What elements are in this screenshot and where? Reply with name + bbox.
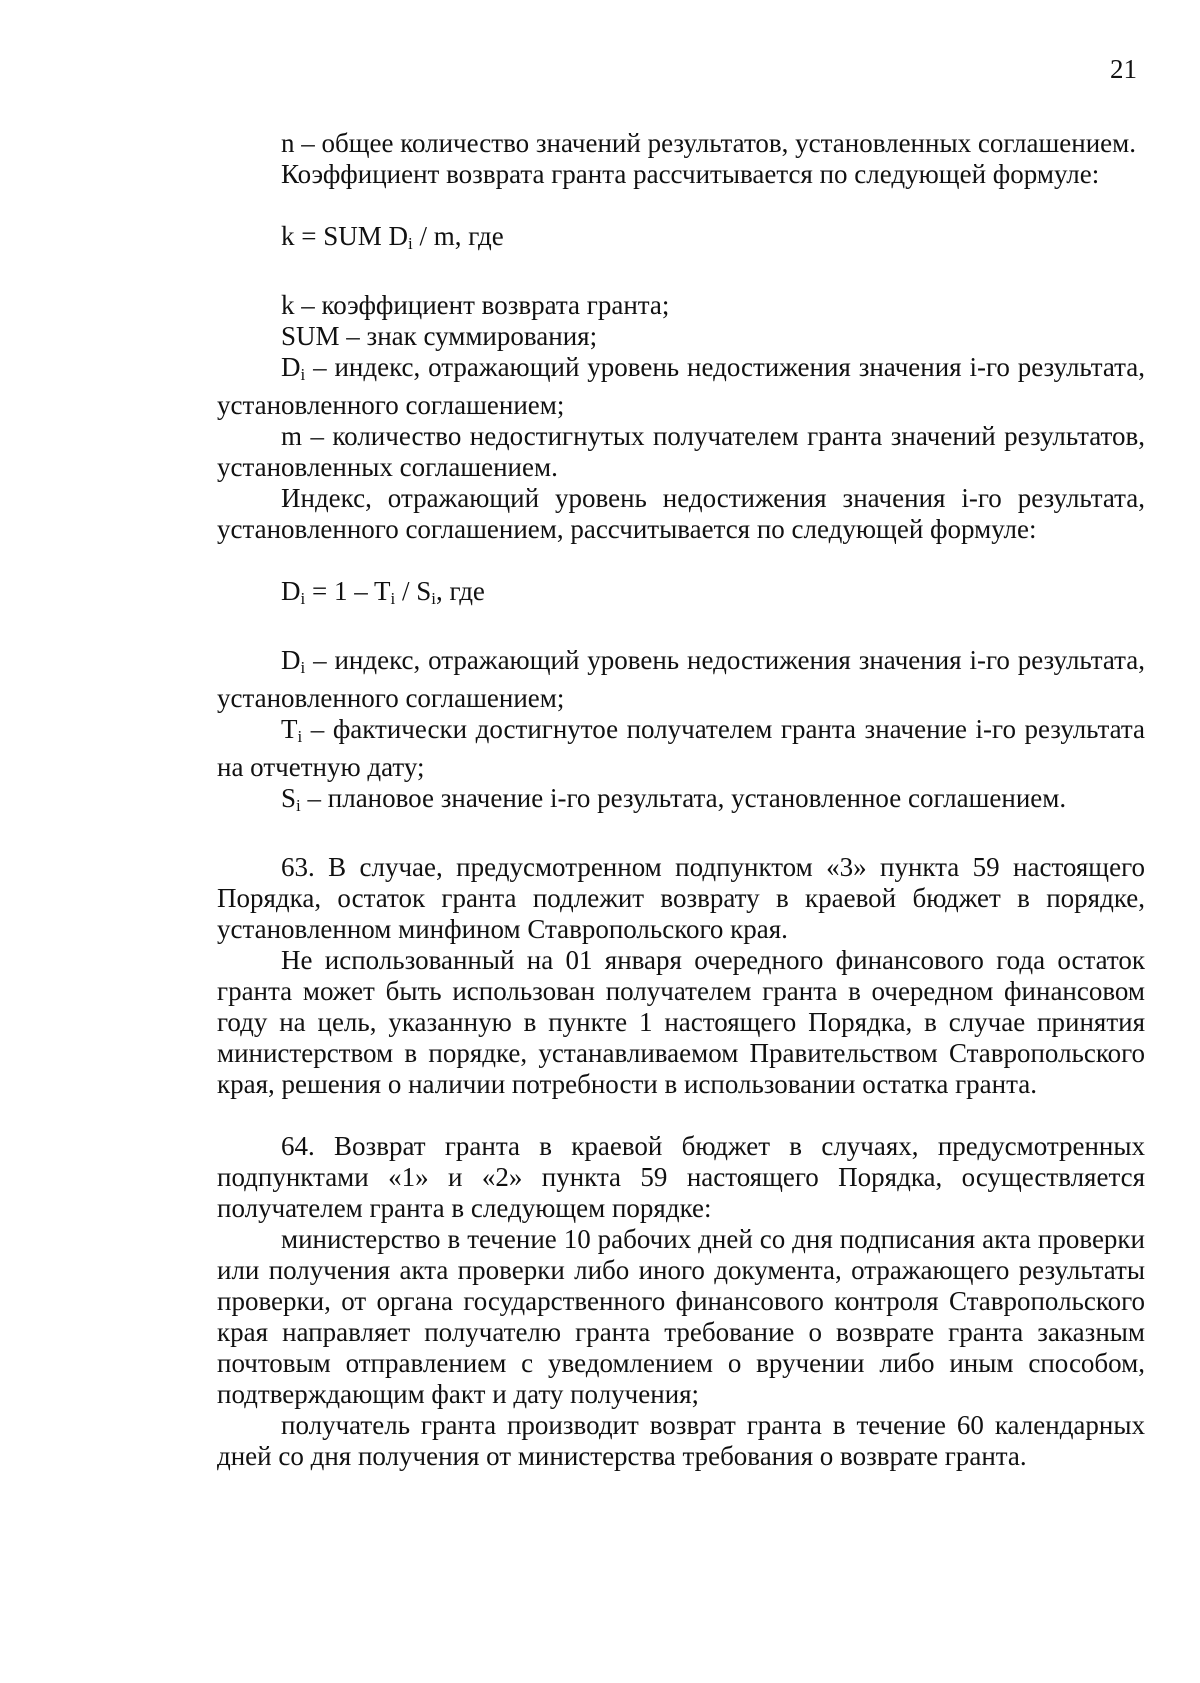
paragraph-63-continued: Не использованный на 01 января очередного финансового года остаток гранта может быть использован получателем гранта в очередном финансовом году на цель, указанную в пункте 1 настоящего Порядка, в случае принятия министерством в порядке, устанавливаемом Правительством Ставропольского края, решения о наличии потребности в использовании остатка гранта.: [217, 945, 1145, 1099]
paragraph-64-ministry: министерство в течение 10 рабочих дней со дня подписания акта проверки или получения акта проверки либо иного документа, отражающего результаты проверки, от органа государственного финансового контроля Ставропольского края направляет получателю гранта требование о возврате гранта заказным почтовым отправлением с уведомлением о вручении либо иным способом, подтверждающим факт и дату получения;: [217, 1224, 1145, 1409]
di-definition: $D_i$ – индекс, отражающий уровень недостижения значения i-го результата, установленного соглашением;: [217, 352, 1145, 420]
paragraph-64-recipient: получатель гранта производит возврат гранта в течение 60 календарных дней со дня получения от министерства требования о возврате гранта.: [217, 1410, 1145, 1471]
formula-k: k = SUM $D_i$ / m, где: [281, 221, 504, 253]
di-definition-2: $D_i$ – индекс, отражающий уровень недостижения значения i-го результата, установленного соглашением;: [217, 645, 1145, 713]
spacer: [217, 1100, 1145, 1131]
spacer: [217, 821, 1145, 852]
paragraph-64: 64. Возврат гранта в краевой бюджет в случаях, предусмотренных подпунктами «1» и «2» пункта 59 настоящего Порядка, осуществляется получателем гранта в следующем порядке:: [217, 1131, 1145, 1223]
index-intro: Индекс, отражающий уровень недостижения значения i-го результата, установленного соглашением, рассчитывается по следующей формуле:: [217, 483, 1145, 544]
sum-definition: SUM – знак суммирования;: [281, 321, 598, 351]
m-definition: m – количество недостигнутых получателем гранта значений результатов, установленных соглашением.: [217, 421, 1145, 482]
coefficient-intro: Коэффициент возврата гранта рассчитывается по следующей формуле:: [281, 159, 1100, 189]
paragraph-63: 63. В случае, предусмотренном подпунктом «3» пункта 59 настоящего Порядка, остаток гранта подлежит возврату в краевой бюджет в порядке, установленном минфином Ставропольского края.: [217, 852, 1145, 944]
ti-definition: $T_i$ – фактически достигнутое получателем гранта значение i-го результата на отчетную дату;: [217, 714, 1145, 782]
si-definition: $S_i$ – плановое значение i-го результата, установленное соглашением.: [281, 783, 1067, 815]
document-body: [217, 128, 1145, 1472]
page-number: 21: [1110, 54, 1137, 84]
formula-di: $D_i = 1 - T_i / S_i$, где: [281, 576, 485, 608]
k-definition: k – коэффициент возврата гранта;: [281, 290, 670, 320]
n-definition: n – общее количество значений результатов, установленных соглашением.: [281, 128, 1136, 158]
